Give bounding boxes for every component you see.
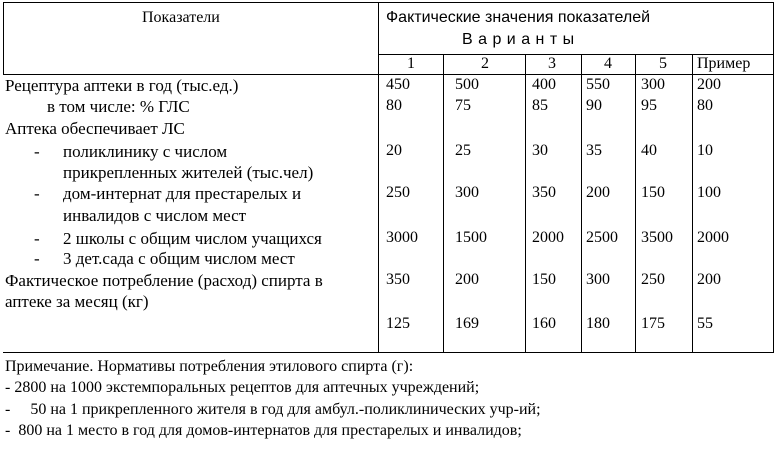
table-cell: 30: [532, 142, 548, 159]
table-cell: 25: [455, 142, 471, 159]
table-cell: 90: [586, 97, 602, 114]
header-variants: В а р и а н т ы: [462, 31, 575, 48]
table-cell: 1500: [455, 229, 487, 246]
header-actual-values: Фактические значения показателей: [386, 9, 651, 26]
note-title: Примечание. Нормативы потребления этилового спирта (г):: [5, 358, 414, 375]
table-cell: 200: [697, 76, 721, 93]
table-cell: 350: [532, 184, 556, 201]
row-bullet: -: [34, 229, 40, 248]
column-header-5: 5: [659, 55, 667, 72]
table-cell: 169: [455, 315, 479, 332]
table-cell: 200: [455, 271, 479, 288]
column-divider-2: [443, 54, 444, 352]
table-cell: 500: [455, 76, 479, 93]
row-bullet: -: [34, 249, 40, 268]
column-header-3: 3: [548, 55, 556, 72]
column-divider-4: [581, 54, 582, 352]
table-cell: 125: [386, 315, 410, 332]
table-cell: 175: [641, 315, 665, 332]
column-header-2: 2: [481, 55, 489, 72]
row-bullet: -: [34, 184, 40, 203]
table-cell: 80: [697, 97, 713, 114]
table-cell: 300: [641, 76, 665, 93]
header-bottom-border: [3, 74, 774, 75]
table-cell: 75: [455, 97, 471, 114]
table-cell: 10: [697, 142, 713, 159]
row-bullet: -: [34, 142, 40, 161]
table-cell: 2000: [532, 229, 564, 246]
column-divider-3: [525, 54, 526, 352]
row-label: дом-интернат для престарелых и: [63, 184, 302, 203]
table-cell: 55: [697, 315, 713, 332]
table-cell: 80: [386, 97, 402, 114]
row-label: 3 дет.сада с общим числом мест: [63, 249, 295, 268]
column-header-4: 4: [604, 55, 612, 72]
table-cell: 300: [586, 271, 610, 288]
column-divider-5: [635, 54, 636, 352]
table-cell: 450: [386, 76, 410, 93]
table-cell: 200: [586, 184, 610, 201]
table-cell: 3500: [641, 229, 673, 246]
table-cell: 550: [586, 76, 610, 93]
header-indicators: Показатели: [142, 9, 220, 26]
row-label: поликлинику с числом: [63, 142, 228, 161]
table-cell: 20: [386, 142, 402, 159]
note-line: - 800 на 1 место в год для домов-интернатов для престарелых и инвалидов;: [5, 422, 522, 439]
table-cell: 300: [455, 184, 479, 201]
table-cell: 150: [532, 271, 556, 288]
column-divider-main: [378, 2, 379, 352]
table-cell: 2000: [697, 229, 729, 246]
table-cell: 35: [586, 142, 602, 159]
table-cell: 350: [386, 271, 410, 288]
table-cell: 200: [697, 271, 721, 288]
note-line: - 2800 на 1000 экстемпоральных рецептов для аптечных учреждений;: [5, 379, 480, 396]
table-cell: 85: [532, 97, 548, 114]
table-cell: 160: [532, 315, 556, 332]
table-cell: 40: [641, 142, 657, 159]
table-right-border: [773, 2, 774, 352]
table-cell: 150: [641, 184, 665, 201]
row-label: аптеке за месяц (кг): [5, 292, 149, 311]
table-left-border: [3, 2, 4, 74]
table-cell: 3000: [386, 229, 418, 246]
column-header-example: Пример: [697, 55, 751, 72]
column-header-1: 1: [407, 55, 415, 72]
table-top-border: [3, 2, 774, 3]
table-cell: 250: [386, 184, 410, 201]
row-label: 2 школы с общим числом учащихся: [63, 229, 322, 248]
row-label: Аптека обеспечивает ЛС: [5, 119, 185, 138]
row-label: в том числе: % ГЛС: [47, 97, 190, 116]
table-cell: 100: [697, 184, 721, 201]
table-cell: 250: [641, 271, 665, 288]
row-label: инвалидов с числом мест: [63, 206, 247, 225]
row-label: Рецептура аптеки в год (тыс.ед.): [5, 76, 239, 95]
note-line: - 50 на 1 прикрепленного жителя в год для амбул.-поликлинических учр-ий;: [5, 401, 541, 418]
column-divider-example: [692, 54, 693, 352]
table-cell: 95: [641, 97, 657, 114]
table-bottom-border: [3, 352, 774, 353]
row-label: Фактическое потребление (расход) спирта в: [5, 271, 323, 290]
row-label: прикрепленных жителей (тыс.чел): [63, 163, 314, 182]
table-cell: 400: [532, 76, 556, 93]
table-cell: 180: [586, 315, 610, 332]
table-cell: 2500: [586, 229, 618, 246]
